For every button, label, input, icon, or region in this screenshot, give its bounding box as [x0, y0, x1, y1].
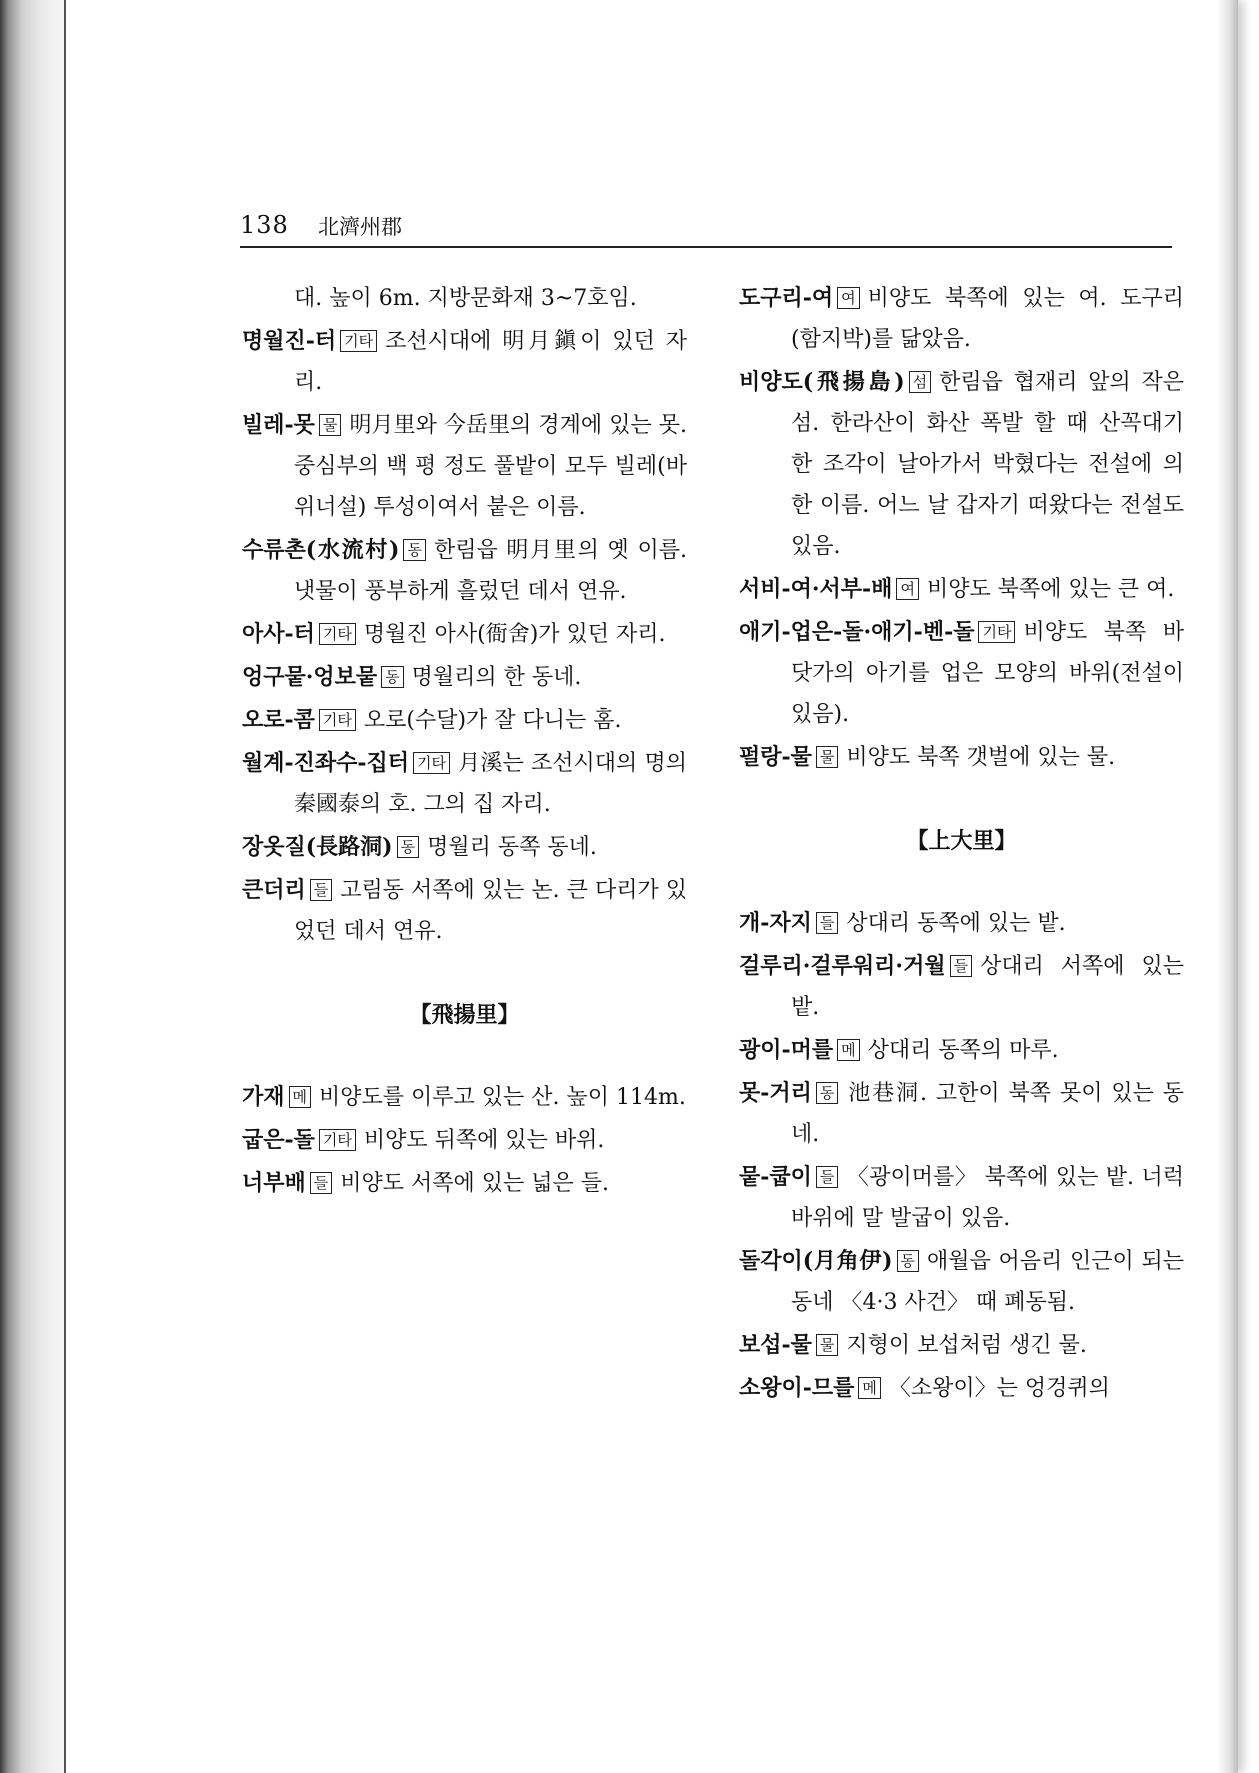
dictionary-entry — [242, 614, 687, 655]
dictionary-entry — [739, 946, 1184, 1028]
entry-definition: 명월리 동쪽 동네. — [427, 835, 597, 860]
section-heading-right: 【上大里】 — [906, 828, 1017, 854]
entry-definition: 상대리 동쪽에 있는 밭. — [846, 911, 1066, 936]
entry-definition: 비양도 북쪽 바닷가의 아기를 업은 모양의 바위(전설이 있음). — [791, 620, 1184, 727]
entry-category-tag: 메 — [858, 1377, 881, 1399]
entry-category-tag: 동 — [381, 666, 404, 688]
entry-category-tag: 동 — [897, 1250, 920, 1272]
left-column — [242, 278, 687, 1206]
dictionary-entry — [242, 278, 687, 319]
dictionary-entry — [242, 1077, 687, 1118]
dictionary-entry — [242, 827, 687, 868]
entry-category-tag: 들 — [816, 912, 839, 934]
entry-category-tag: 기타 — [340, 330, 377, 352]
dictionary-entry — [739, 1368, 1184, 1409]
entry-headword: 비양도(飛揚島) — [739, 369, 905, 395]
entry-category-tag: 메 — [837, 1039, 860, 1061]
entry-definition: 비양도 북쪽에 있는 큰 여. — [926, 577, 1175, 602]
dictionary-entry — [242, 700, 687, 741]
entry-category-tag: 들 — [950, 955, 973, 977]
entry-category-tag: 기타 — [978, 621, 1015, 643]
dictionary-entry — [242, 1120, 687, 1161]
entry-definition: 지형이 보섭처럼 생긴 물. — [846, 1333, 1087, 1358]
entry-headword: 빌레-못 — [242, 412, 315, 438]
entry-headword: 소왕이-므를 — [739, 1375, 855, 1401]
entry-category-tag: 동 — [816, 1082, 839, 1104]
entry-category-tag: 기타 — [413, 752, 450, 774]
dictionary-entry — [739, 1157, 1184, 1239]
dictionary-entry — [739, 612, 1184, 735]
entry-headword: 가재 — [242, 1084, 285, 1110]
entry-headword: 펄랑-물 — [739, 744, 812, 770]
entry-definition: 池巷洞. 고한이 북쪽 못이 있는 동네. — [791, 1081, 1184, 1147]
right-entries-2 — [739, 903, 1184, 1409]
entry-headword: 걸루리·걸루워리·거월 — [739, 953, 946, 979]
entry-definition: 오로(수달)가 잘 다니는 홈. — [363, 708, 622, 733]
entry-definition: 明月里와 今岳里의 경계에 있는 못. 중심부의 백 평 정도 풀밭이 모두 빌레(바위너설) 투성이여서 붙은 이름. — [294, 413, 687, 520]
entry-definition: 〈광이머를〉 북쪽에 있는 밭. 너럭바위에 말 발굽이 있음. — [791, 1165, 1184, 1231]
entry-definition: 고림동 서쪽에 있는 논. 큰 다리가 있었던 데서 연유. — [294, 878, 687, 944]
entry-definition: 조선시대에 明月鎭이 있던 자리. — [294, 329, 687, 395]
book-page-edge — [0, 0, 64, 1773]
right-entries — [739, 278, 1184, 778]
entry-definition: 한림읍 협재리 앞의 작은 섬. 한라산이 화산 폭발 할 때 산꼭대기 한 조각이 날아가서 박혔다는 전설에 의한 이름. 어느 날 갑자기 떠왔다는 전설도 있음. — [791, 370, 1184, 559]
entry-definition: 한림읍 明月里의 옛 이름. 냇물이 풍부하게 흘렀던 데서 연유. — [294, 538, 687, 604]
entry-definition: 명월진 아사(衙舍)가 있던 자리. — [363, 622, 666, 647]
page-shadow — [1217, 0, 1238, 1773]
entry-headword: 장옷질(長路洞) — [242, 834, 393, 860]
dictionary-entry — [242, 405, 687, 528]
entry-category-tag: 기타 — [319, 709, 356, 731]
entry-definition: 月溪는 조선시대의 명의 秦國泰의 호. 그의 집 자리. — [294, 751, 687, 817]
entry-definition: 상대리 서쪽에 있는 밭. — [791, 954, 1184, 1020]
dictionary-entry — [739, 1325, 1184, 1366]
section-heading-left: 【飛揚里】 — [409, 1002, 520, 1028]
entry-category-tag: 들 — [816, 1166, 839, 1188]
entry-category-tag: 메 — [289, 1086, 312, 1108]
page-number: 138 — [240, 211, 289, 239]
dictionary-entry — [242, 1163, 687, 1204]
right-column — [739, 278, 1184, 1411]
entry-definition: 비양도 북쪽에 있는 여. 도구리(함지박)를 닮았음. — [791, 286, 1184, 352]
dictionary-entry — [739, 278, 1184, 360]
left-entries-2 — [242, 1077, 687, 1204]
entry-category-tag: 들 — [310, 1172, 333, 1194]
dictionary-entry — [242, 743, 687, 825]
dictionary-entry — [739, 737, 1184, 778]
entry-definition: 상대리 동쪽의 마루. — [867, 1038, 1059, 1063]
page-header — [240, 205, 1172, 245]
entry-definition: 비양도 북쪽 갯벌에 있는 물. — [846, 745, 1116, 770]
entry-definition: 대. 높이 6m. 지방문화재 3~7호임. — [294, 286, 637, 311]
entry-headword: 개-자지 — [739, 910, 812, 936]
dictionary-entry — [739, 903, 1184, 944]
entry-headword: 도구리-여 — [739, 285, 834, 311]
entry-headword: 큰더리 — [242, 877, 306, 903]
entry-category-tag: 물 — [816, 1334, 839, 1356]
dictionary-entry — [242, 870, 687, 952]
dictionary-entry — [242, 657, 687, 698]
running-title: 北濟州郡 — [318, 215, 402, 239]
entry-category-tag: 물 — [816, 746, 839, 768]
dictionary-entry — [739, 1073, 1184, 1155]
entry-definition: 〈소왕이〉는 엉겅퀴의 — [888, 1376, 1110, 1401]
entry-headword: 보섭-물 — [739, 1332, 812, 1358]
entry-category-tag: 물 — [319, 414, 342, 436]
header-rule — [240, 246, 1172, 248]
entry-category-tag: 기타 — [319, 1129, 356, 1151]
entry-headword: 애기-업은-돌·애기-벤-돌 — [739, 619, 975, 645]
entry-category-tag: 들 — [310, 879, 333, 901]
entry-headword: 수류촌(水流村) — [242, 537, 400, 563]
entry-headword: 월계-진좌수-집터 — [242, 750, 410, 776]
entry-category-tag: 여 — [896, 578, 919, 600]
entry-headword: 명월진-터 — [242, 328, 337, 354]
left-entries — [242, 278, 687, 952]
dictionary-entry — [739, 1241, 1184, 1323]
dictionary-entry — [242, 321, 687, 403]
dictionary-entry — [739, 1030, 1184, 1071]
entry-headword: 서비-여·서부-배 — [739, 576, 893, 602]
entry-headword: 광이-머를 — [739, 1037, 834, 1063]
entry-category-tag: 동 — [397, 836, 420, 858]
entry-headword: 아사-터 — [242, 621, 315, 647]
entry-headword: 뭍-쿱이 — [739, 1164, 812, 1190]
entry-category-tag: 섬 — [909, 371, 932, 393]
entry-headword: 굽은-돌 — [242, 1127, 315, 1153]
entry-headword: 엉구뭍·엉보뭍 — [242, 664, 378, 690]
dictionary-entry — [242, 530, 687, 612]
entry-category-tag: 여 — [837, 287, 860, 309]
entry-headword: 너부배 — [242, 1170, 306, 1196]
entry-definition: 비양도 서쪽에 있는 넓은 들. — [340, 1171, 610, 1196]
entry-headword: 돌각이(月角伊) — [739, 1248, 893, 1274]
entry-category-tag: 동 — [403, 539, 426, 561]
entry-category-tag: 기타 — [319, 623, 356, 645]
dictionary-entry — [739, 362, 1184, 567]
dictionary-entry — [739, 569, 1184, 610]
entry-headword: 못-거리 — [739, 1080, 812, 1106]
entry-definition: 비양도를 이루고 있는 산. 높이 114m. — [319, 1085, 686, 1110]
entry-definition: 애월읍 어음리 인근이 되는 동네 〈4·3 사건〉 때 폐동됨. — [791, 1249, 1184, 1315]
entry-definition: 명월리의 한 동네. — [411, 665, 582, 690]
entry-headword: 오로-콤 — [242, 707, 315, 733]
entry-definition: 비양도 뒤쪽에 있는 바위. — [363, 1128, 605, 1153]
